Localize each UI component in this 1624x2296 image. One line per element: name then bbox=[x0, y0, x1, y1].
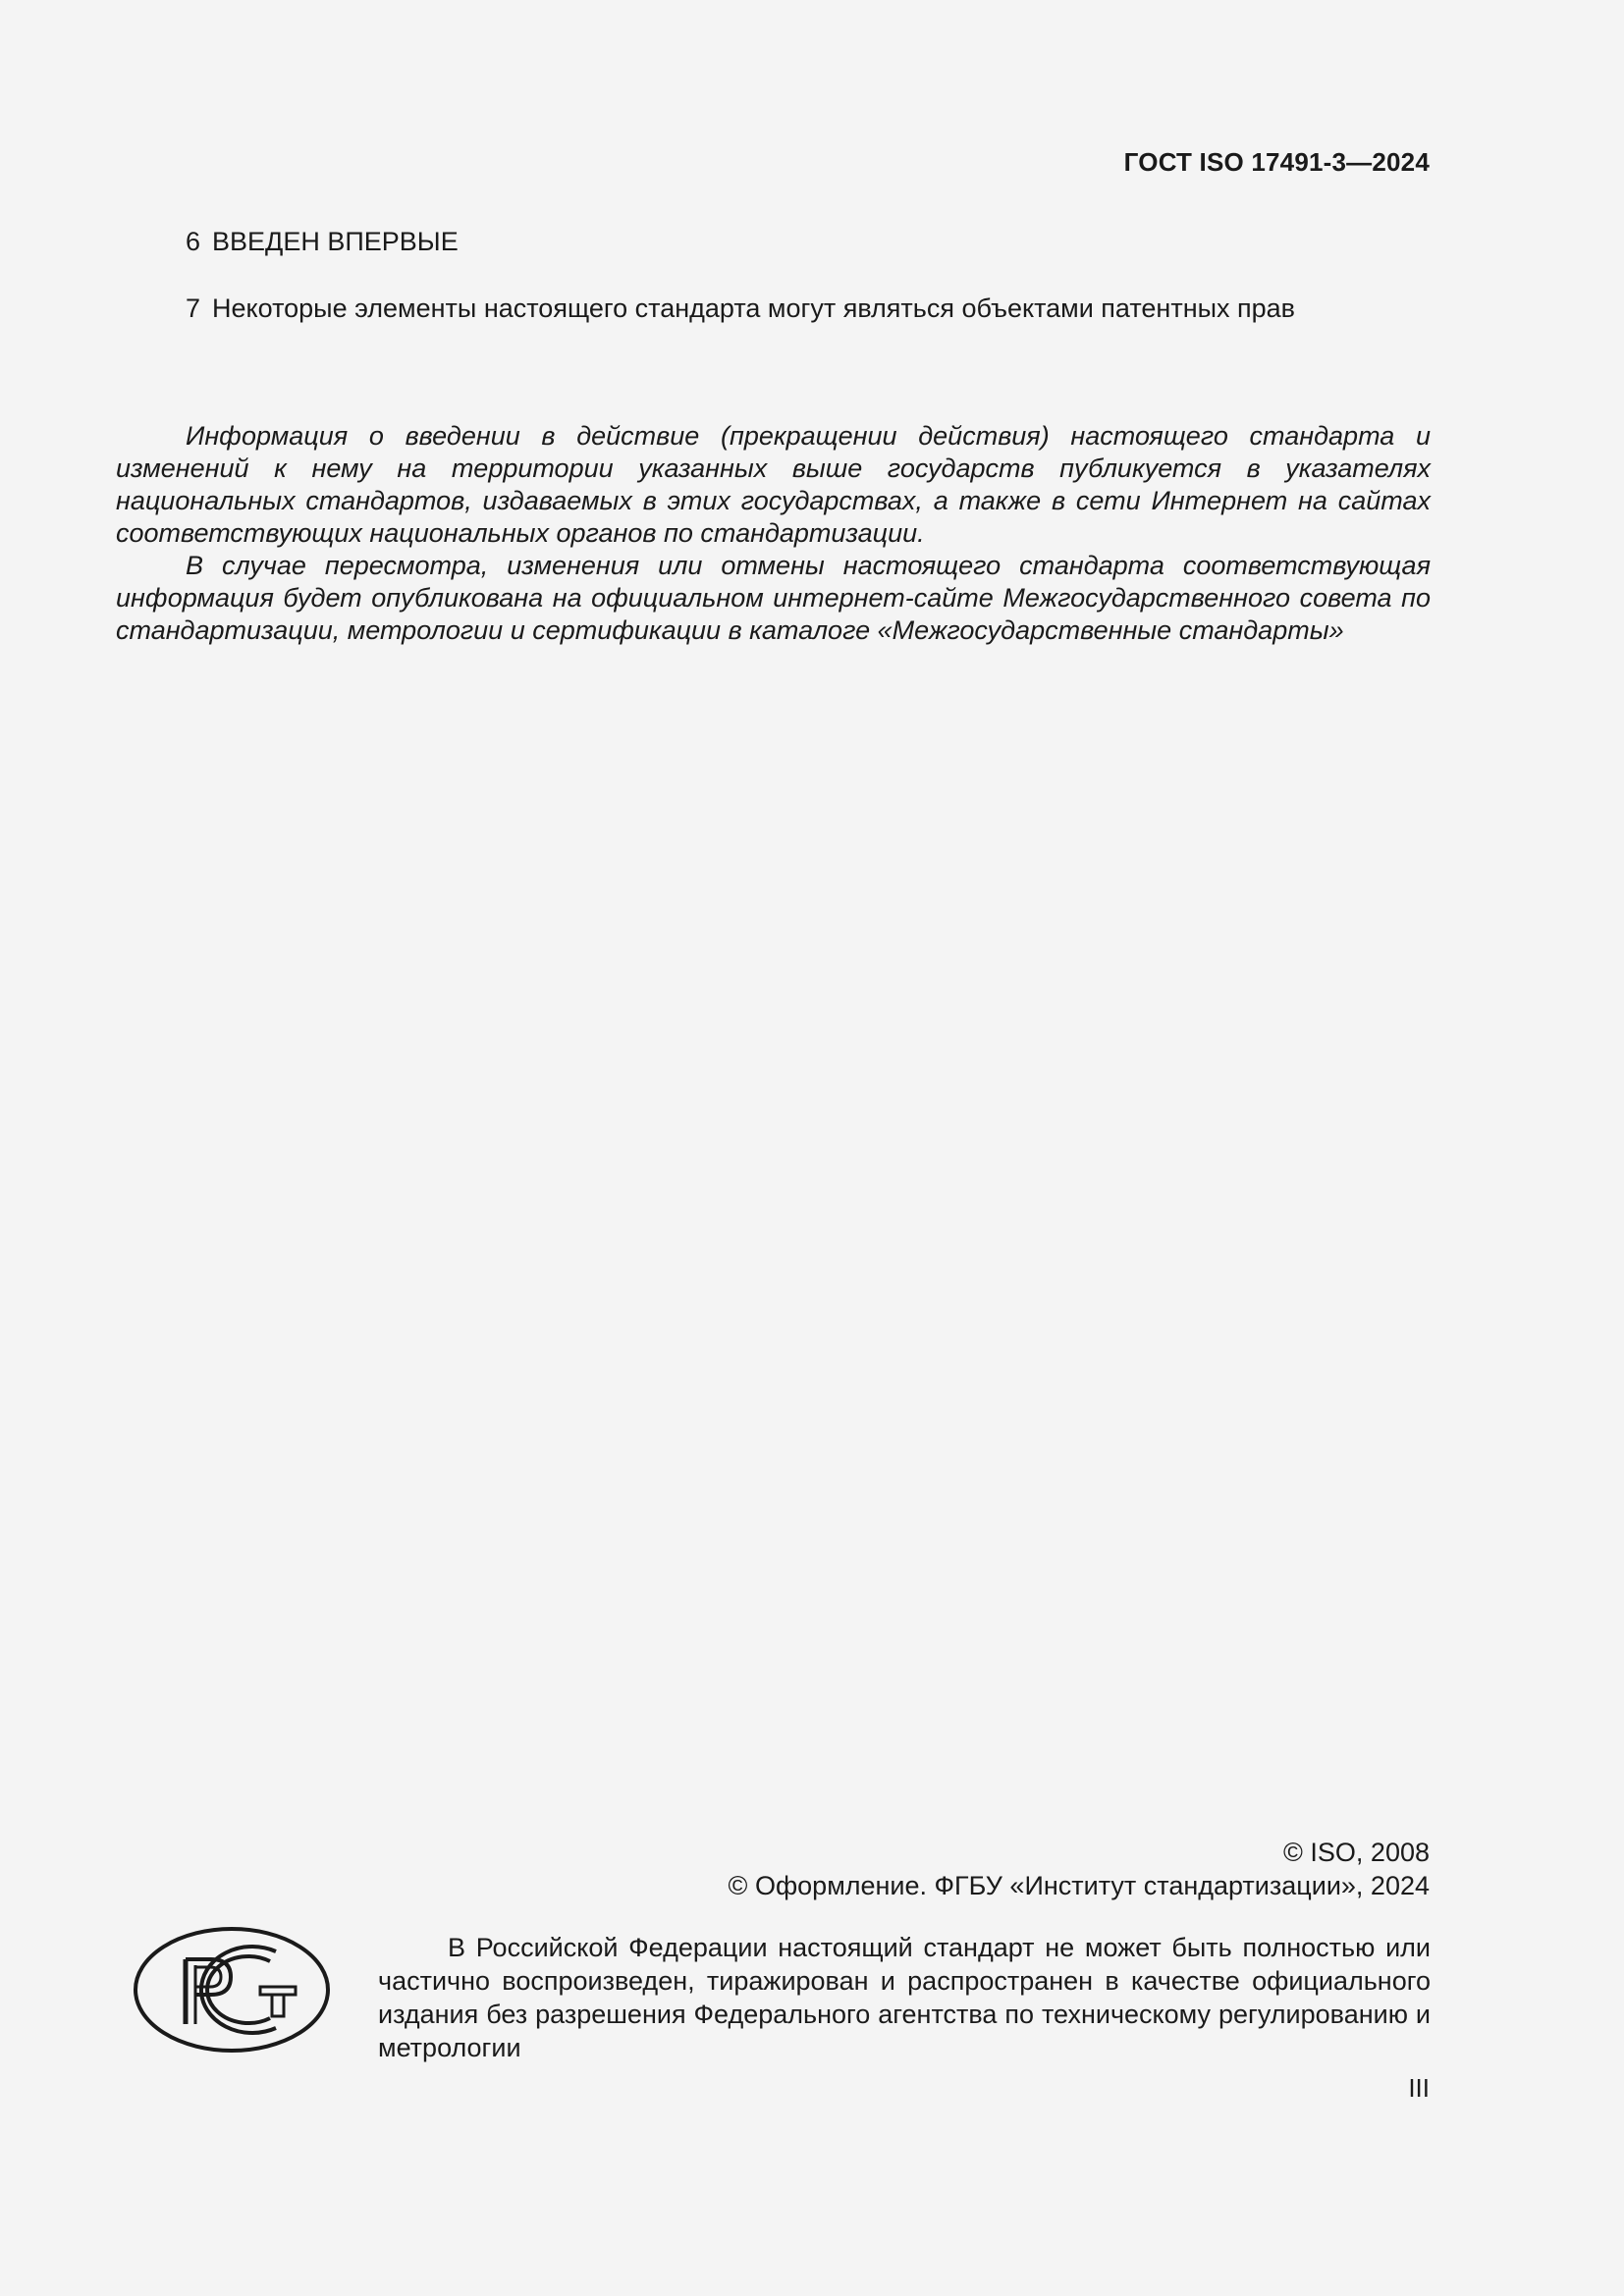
copyright-design: © Оформление. ФГБУ «Институт стандартизации», 2024 bbox=[728, 1871, 1430, 1900]
page-number: III bbox=[1408, 2073, 1430, 2103]
item-7 bbox=[186, 291, 1295, 326]
notice-paragraph: В случае пересмотра, изменения или отмены настоящего стандарта соответствующая информация будет опубликована на официальном интернет-сайте Межгосударственного совета по стандартизации, метрологии и сертификации в каталоге «Межгосударственные стандарты» bbox=[116, 551, 1431, 645]
rst-certification-mark-icon bbox=[133, 1926, 331, 2054]
document-code: ГОСТ ISO 17491-3—2024 bbox=[1123, 147, 1430, 177]
rights-notice bbox=[378, 1931, 1431, 2064]
implementation-notice bbox=[116, 420, 1431, 647]
copyright-iso: © ISO, 2008 bbox=[1283, 1838, 1430, 1867]
item-number: 6 bbox=[186, 227, 201, 256]
notice-paragraph: Информация о введении в действие (прекращении действия) настоящего стандарта и изменений к нему на территории указанных выше государств публикуется в указателях национальных стандартов, издаваемых в этих государствах, а также в сети Интернет на сайтах соответствующих национальных органов по стандартизации. bbox=[116, 421, 1431, 548]
item-number: 7 bbox=[186, 294, 201, 323]
item-text: Некоторые элементы настоящего стандарта могут являться объектами патентных прав bbox=[212, 294, 1296, 323]
item-6 bbox=[186, 224, 459, 259]
copyright-block bbox=[729, 1836, 1430, 1902]
item-text: ВВЕДЕН ВПЕРВЫЕ bbox=[212, 227, 459, 256]
rights-text: В Российской Федерации настоящий стандарт не может быть полностью или частично воспроизведен, тиражирован и распространен в качестве официального издания без разрешения Федерального агентства по техническому регулированию и метрологии bbox=[378, 1933, 1431, 2062]
